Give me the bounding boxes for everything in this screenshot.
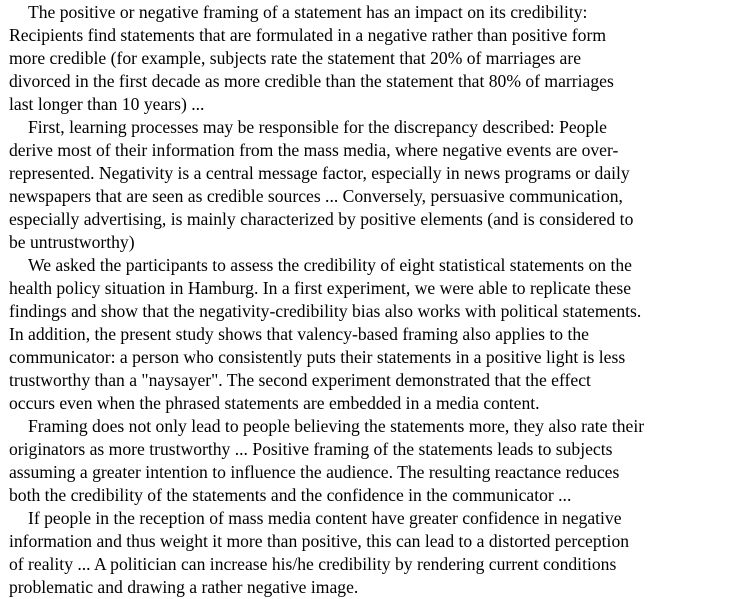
- text-line: assuming a greater intention to influence the audience. The resulting reactance reduces: [9, 462, 620, 482]
- paragraph-experiment: [9, 254, 733, 415]
- text-line: originators as more trustworthy ... Positive framing of the statements leads to subjects: [9, 439, 613, 459]
- paragraph-framing-credibility: [9, 1, 733, 116]
- text-line: divorced in the first decade as more credible than the statement that 80% of marriages: [9, 71, 614, 91]
- text-line: especially advertising, is mainly characterized by positive elements (and is considered to: [9, 209, 634, 229]
- text-line: represented. Negativity is a central message factor, especially in news programs or daily: [9, 163, 630, 183]
- text-line: last longer than 10 years) ...: [9, 94, 205, 114]
- text-line: In addition, the present study shows that valency-based framing also applies to the: [9, 324, 589, 344]
- text-line: First, learning processes may be responsible for the discrepancy described: People: [28, 117, 607, 137]
- text-line: Recipients find statements that are formulated in a negative rather than positive form: [9, 25, 607, 45]
- text-line: Framing does not only lead to people believing the statements more, they also rate their: [28, 416, 645, 436]
- paragraph-distorted-perception: [9, 507, 733, 599]
- paragraph-framing-trust: [9, 415, 733, 507]
- text-line: If people in the reception of mass media content have greater confidence in negative: [28, 508, 622, 528]
- text-line: trustworthy than a "naysayer". The second experiment demonstrated that the effect: [9, 370, 591, 390]
- text-line: findings and show that the negativity-credibility bias also works with political statements.: [9, 301, 642, 321]
- text-line: occurs even when the phrased statements are embedded in a media content.: [9, 393, 540, 413]
- text-line: be untrustworthy): [9, 232, 135, 252]
- text-line: We asked the participants to assess the credibility of eight statistical statements on the: [28, 255, 632, 275]
- text-line: both the credibility of the statements and the confidence in the communicator ...: [9, 485, 572, 505]
- text-line: newspapers that are seen as credible sources ... Conversely, persuasive communication,: [9, 186, 623, 206]
- text-line: health policy situation in Hamburg. In a first experiment, we were able to replicate these: [9, 278, 632, 298]
- text-line: communicator: a person who consistently puts their statements in a positive light is less: [9, 347, 626, 367]
- paragraph-learning-processes: [9, 116, 733, 254]
- text-line: more credible (for example, subjects rate the statement that 20% of marriages are: [9, 48, 582, 68]
- text-line: problematic and drawing a rather negative image.: [9, 577, 359, 597]
- text-line: information and thus weight it more than positive, this can lead to a distorted perception: [9, 531, 630, 551]
- text-line: The positive or negative framing of a statement has an impact on its credibility:: [28, 2, 588, 22]
- text-line: of reality ... A politician can increase his/he credibility by rendering current conditions: [9, 554, 617, 574]
- text-line: derive most of their information from the mass media, where negative events are over-: [9, 140, 619, 160]
